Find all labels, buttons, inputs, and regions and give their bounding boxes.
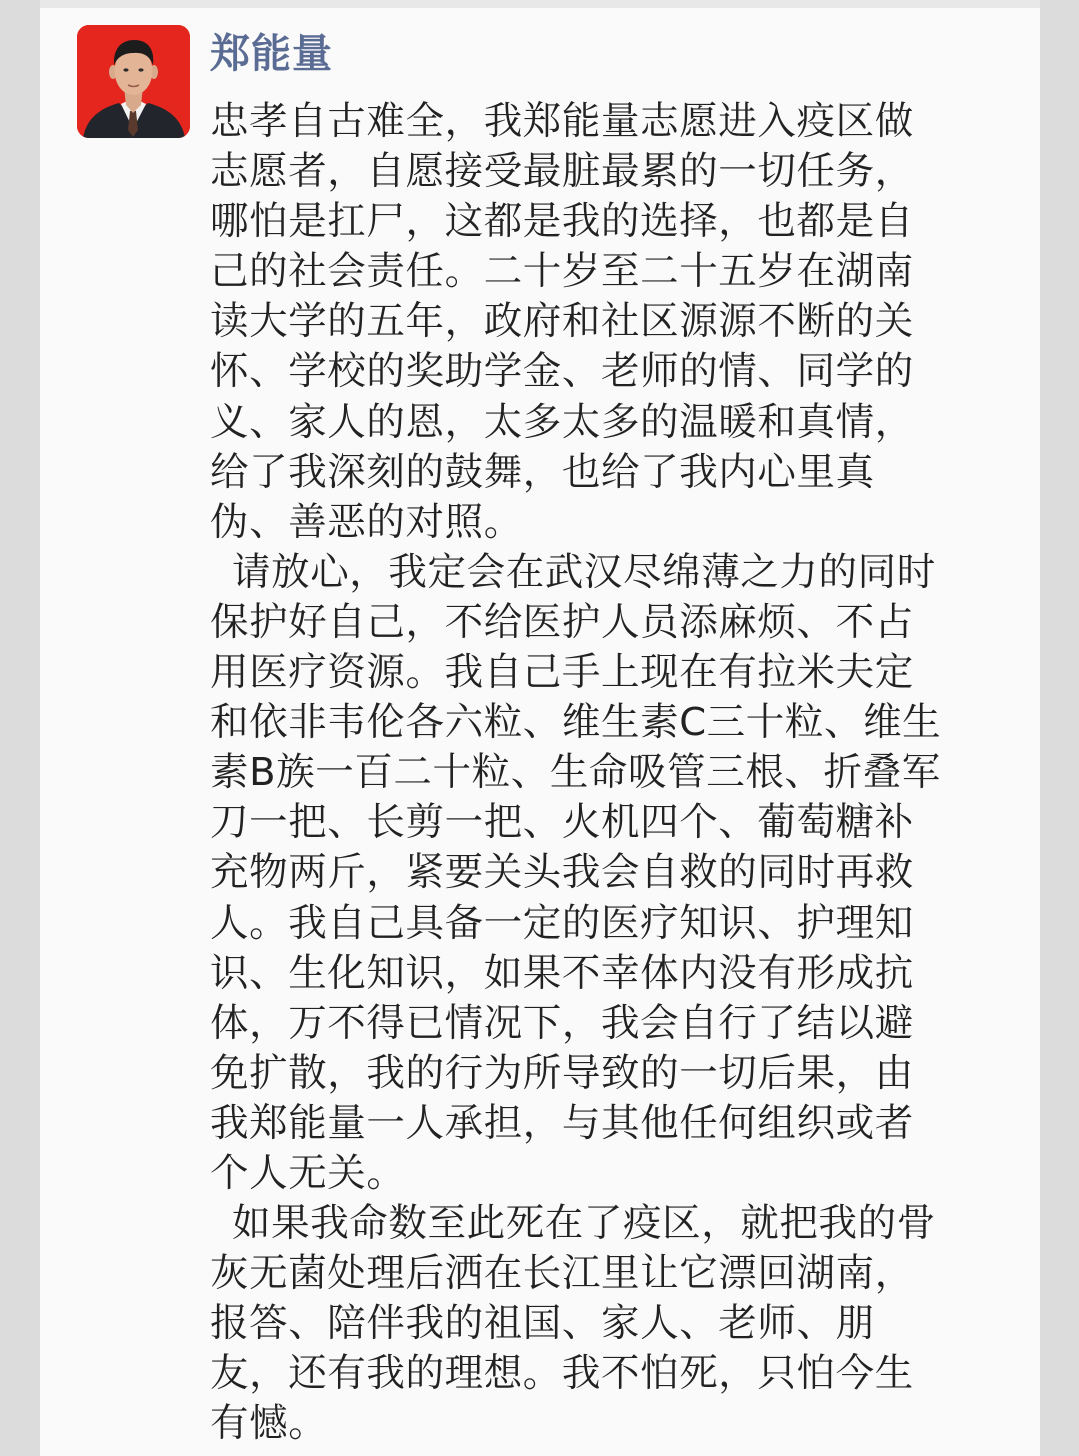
post-line: 人。我自己具备一定的医疗知识、护理知 (210, 900, 914, 946)
post-line: 请放心，我定会在武汉尽绵薄之力的同时 (232, 549, 936, 595)
post-line: 保护好自己，不给医护人员添麻烦、不占 (210, 599, 914, 645)
post-line: 和依非韦伦各六粒、维生素C三十粒、维生 (210, 700, 942, 746)
post-line: 用医疗资源。我自己手上现在有拉米夫定 (210, 650, 914, 696)
post-line: 个人无关。 (210, 1150, 406, 1196)
post-line: 刀一把、长剪一把、火机四个、葡萄糖补 (210, 800, 914, 846)
post-line: 报答、陪伴我的祖国、家人、老师、朋 (210, 1301, 875, 1347)
post-body (210, 97, 1040, 1450)
post-line: 如果我命数至此死在了疫区，就把我的骨 (232, 1201, 936, 1247)
post-line: 己的社会责任。二十岁至二十五岁在湖南 (210, 249, 914, 295)
post-line: 义、家人的恩，太多太多的温暖和真情， (210, 399, 914, 445)
post-line: 怀、学校的奖助学金、老师的情、同学的 (210, 349, 914, 395)
post-line: 充物两斤，紧要关头我会自救的同时再救 (210, 850, 914, 896)
post-line: 友，还有我的理想。我不怕死，只怕今生 (210, 1351, 914, 1397)
post-line: 体，万不得已情况下，我会自行了结以避 (210, 1000, 914, 1046)
post-line: 读大学的五年，政府和社区源源不断的关 (210, 299, 914, 345)
post-line: 我郑能量一人承担，与其他任何组织或者 (210, 1100, 914, 1146)
post-line: 志愿者，自愿接受最脏最累的一切任务， (210, 149, 914, 195)
top-divider (40, 0, 1040, 8)
post-line: 伪、善恶的对照。 (210, 499, 523, 545)
author-name[interactable]: 郑能量 (210, 31, 333, 77)
post-card (40, 0, 1040, 1456)
post-line: 素B族一百二十粒、生命吸管三根、折叠军 (210, 750, 941, 796)
profile-photo-icon (77, 25, 190, 138)
post-line: 有憾。 (210, 1401, 328, 1447)
post-line: 免扩散，我的行为所导致的一切后果，由 (210, 1050, 914, 1096)
avatar[interactable] (77, 25, 190, 138)
post-line: 灰无菌处理后洒在长江里让它漂回湖南， (210, 1251, 914, 1297)
post-line: 哪怕是扛尸，这都是我的选择，也都是自 (210, 199, 914, 245)
post-line: 识、生化知识，如果不幸体内没有形成抗 (210, 950, 914, 996)
post-line: 给了我深刻的鼓舞，也给了我内心里真 (210, 449, 875, 495)
post-line: 忠孝自古难全，我郑能量志愿进入疫区做 (210, 99, 914, 144)
